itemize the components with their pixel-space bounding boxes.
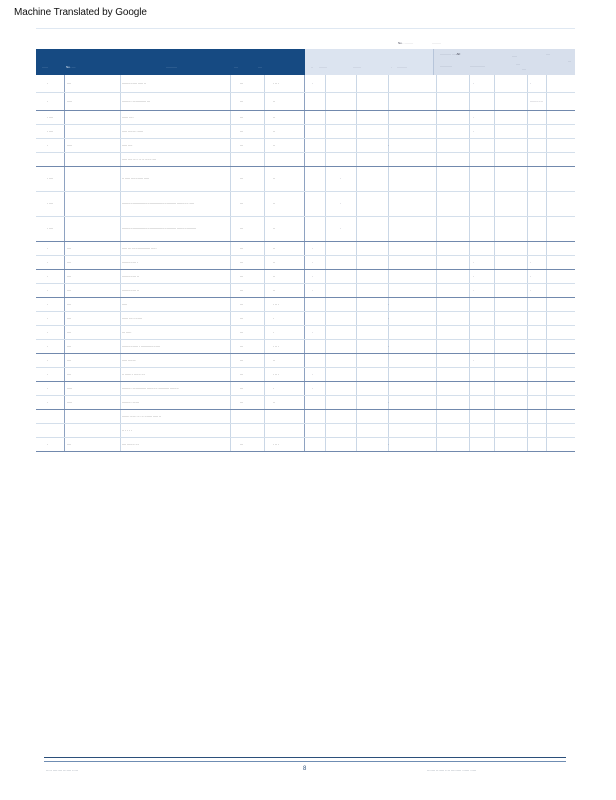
cell-e: · ·· · [273,372,280,377]
cell-e: ·· [273,288,276,293]
cell-c: ······ ···· ······· [122,316,142,321]
table-row [36,354,575,368]
table-row [36,217,575,242]
cell-f: · [312,246,314,251]
cell-e: ·· [273,143,276,148]
cell-e: · [273,316,275,321]
cell-a: · [47,81,49,86]
cell-j: · [530,81,532,86]
cell-i: · [473,260,475,265]
cell-a: · [47,274,49,279]
cell-e: ·· [273,274,276,279]
cell-a: · [47,143,49,148]
cell-d: ··· [240,386,244,391]
cell-c: ········· ······ [122,400,139,405]
cell-e: ·· [273,177,276,181]
cell-c: ·· ····· ··········· ····· [122,177,150,181]
table-row [36,410,575,424]
cell-c: ·· · · · · [122,428,132,433]
cell-d: ··· [240,143,244,148]
cell-e: ·· [273,227,276,231]
cell-c: ··· ····· [122,330,132,335]
cell-a: · [47,400,49,405]
top-label-2: ········· [432,41,441,45]
table-row [36,167,575,192]
cell-b: ···· [67,246,72,251]
cell-f: · [312,81,314,86]
cell-d: ··· [240,246,244,251]
table-row [36,270,575,284]
cell-b: ···· [67,442,72,447]
table-row [36,424,575,438]
cell-d: ··· [240,99,244,104]
cell-c: ······· ····· ·· · ·· ······· ····· ·· [122,414,162,419]
cell-d: ··· [240,227,244,231]
table-row [36,368,575,382]
cell-b: ···· [67,288,72,293]
cell-d: ··· [240,115,244,120]
cell-d: ··· [240,177,244,181]
header-mid-5: ·········· [397,65,407,69]
cell-a: · [47,260,49,265]
table-row [36,75,575,93]
table-row [36,93,575,111]
table-row [36,242,575,256]
cell-c: ····· ······· [122,358,136,363]
cell-a: · [47,99,49,104]
table-row [36,312,575,326]
cell-a: · ···· [47,227,54,231]
cell-e: ·· [273,246,276,251]
cell-b: ···· [67,330,72,335]
cell-c: ············· · [122,260,138,265]
schedule-table [36,28,575,452]
cell-a: · [47,358,49,363]
header-right-5: ············ [440,64,452,68]
cell-d: ··· [240,358,244,363]
cell-d: ··· [240,202,244,206]
cell-e: ·· [273,129,276,134]
header-mid-2: ········ [319,65,327,69]
table-row [36,256,575,270]
table-row [36,340,575,354]
cell-b: ···· [67,302,72,307]
cell-d: ··· [240,344,244,349]
cell-h: · [388,400,390,405]
header-right-8: ···· [522,67,526,71]
table-row [36,396,575,410]
cell-b: ···· [67,358,72,363]
table-row [36,111,575,125]
cell-d: ··· [240,442,244,447]
table-header-row [36,49,575,75]
cell-f: · [312,386,314,391]
cell-g: · [340,227,342,231]
page-number: 8 [303,766,307,772]
cell-f: · [312,274,314,279]
header-mid-4: · [391,65,392,69]
header-mid-block [305,49,433,75]
cell-e: ·· [273,115,276,120]
cell-d: ··· [240,129,244,134]
cell-e: · ·· · [273,81,280,86]
cell-j: · [530,288,532,293]
cell-h: · [388,344,390,349]
cell-a: · [47,344,49,349]
cell-g: · [340,202,342,206]
cell-b: ····· [67,386,73,391]
table-row [36,153,575,167]
cell-f: · [312,260,314,265]
cell-h: · [388,143,390,148]
header-right-2: ····· [512,54,517,58]
cell-b: ···· [67,274,72,279]
table-row [36,382,575,396]
cell-e: · [273,386,275,391]
table-row [36,192,575,217]
cell-d: ··· [240,400,244,405]
cell-h: · [388,442,390,447]
cell-c: ··················································· ·················· [122,227,197,231]
cell-b: ···· [67,81,72,86]
table-row [36,125,575,139]
cell-c: ··············· · ·················· [122,344,160,349]
cell-c: ············· ·· [122,274,139,279]
cell-a: · ···· [47,177,54,181]
cell-e: ·· [273,260,276,265]
cell-d: ··· [240,288,244,293]
header-right-7: ···· [516,62,520,66]
table-top-header [36,28,575,49]
cell-d: ··· [240,274,244,279]
cell-d: ··· [240,372,244,377]
cell-a: · [47,246,49,251]
cell-f: · [312,288,314,293]
cell-b: ···· [67,372,72,377]
header-col-d: ···· [234,65,238,69]
cell-d: ··· [240,302,244,307]
cell-c: ···· ······· ··· [122,442,139,447]
header-mid-1: ·· [311,65,313,69]
cell-c: ········· ············· ··· [122,99,151,104]
cell-c: ············· ·· [122,288,139,293]
table-row [36,438,575,452]
cell-c: ······ ···· [122,115,134,120]
table-row [36,298,575,312]
cell-d: ··· [240,81,244,86]
cell-c: ··················································· ·········· ····· [122,202,194,206]
cell-a: · [47,372,49,377]
table-row [36,284,575,298]
cell-c: ····· ······· ······ [122,129,143,134]
footer-left-text: ····· ········ ······· ····· [46,769,79,773]
cell-j: · [530,274,532,279]
table-body [36,75,575,452]
cell-i: · [473,274,475,279]
cell-j: ············ [530,99,543,104]
cell-c: ········· ············· ········· ··········· ········ [122,386,179,391]
cell-j: · [530,260,532,265]
cell-a: · [47,288,49,293]
cell-e: · [273,330,275,335]
cell-e: ·· [273,202,276,206]
header-col-c: ··········· [166,65,177,69]
cell-i: · [473,81,475,86]
cell-d: ··· [240,330,244,335]
cell-e: ·· [273,358,276,363]
cell-a: · [47,302,49,307]
cell-e: · ·· · [273,302,280,307]
cell-i: · [473,129,475,134]
cell-b: ····· [67,143,73,148]
header-mid-3: ········ [353,65,361,69]
cell-a: · [47,316,49,321]
top-label-1: No. · ········ [398,41,414,45]
cell-a: · [47,386,49,391]
cell-i: · [473,288,475,293]
cell-a: · [47,442,49,447]
machine-translated-banner: Machine Translated by Google [14,7,147,18]
cell-h: · [388,302,390,307]
cell-e: ·· [273,400,276,405]
cell-b: ···· [67,344,72,349]
cell-e: · ·· · [273,344,280,349]
cell-i: · [473,115,475,120]
cell-a: · ···· [47,115,54,120]
cell-i: · [473,358,475,363]
cell-c: ····· ··· ················· ····· [122,246,157,251]
header-dark-block [36,49,305,75]
header-right-4: ··· [568,59,571,63]
cell-b: ···· [67,260,72,265]
cell-a: · [47,330,49,335]
cell-c: ·· ······ · ······ ··· [122,372,145,377]
cell-e: ·· [273,99,276,104]
cell-d: ··· [240,316,244,321]
cell-c: ····· ···· [122,143,133,148]
header-col-e: ···· [258,65,262,69]
cell-b: ····· [67,99,73,104]
cell-h: · [388,316,390,321]
cell-e: · ·· · [273,442,280,447]
cell-b: ····· [67,400,73,405]
cell-c: ····· ···· ··· · ·· ·· ····· ···· [122,157,156,162]
header-col-b: No. ···· [66,65,76,69]
cell-a: · ···· [47,129,54,134]
cell-c: ····· [122,302,128,307]
header-right-1: ··········· ···· AF [440,52,461,56]
header-right-6: ··············· [470,64,485,68]
cell-d: ··· [240,260,244,265]
table-row [36,326,575,340]
header-right-block [433,49,575,75]
table-row [36,139,575,153]
footer-right-text: ······· ······· ···· ········· ······ ····· [427,769,477,773]
cell-f: · [312,372,314,377]
cell-a: · ···· [47,202,54,206]
cell-g: · [340,177,342,181]
cell-f: · [312,330,314,335]
cell-c: ·············· ····· ·· [122,81,147,86]
cell-b: ···· [67,316,72,321]
header-col-a: ······ [42,65,48,69]
header-right-3: ···· [546,52,550,56]
